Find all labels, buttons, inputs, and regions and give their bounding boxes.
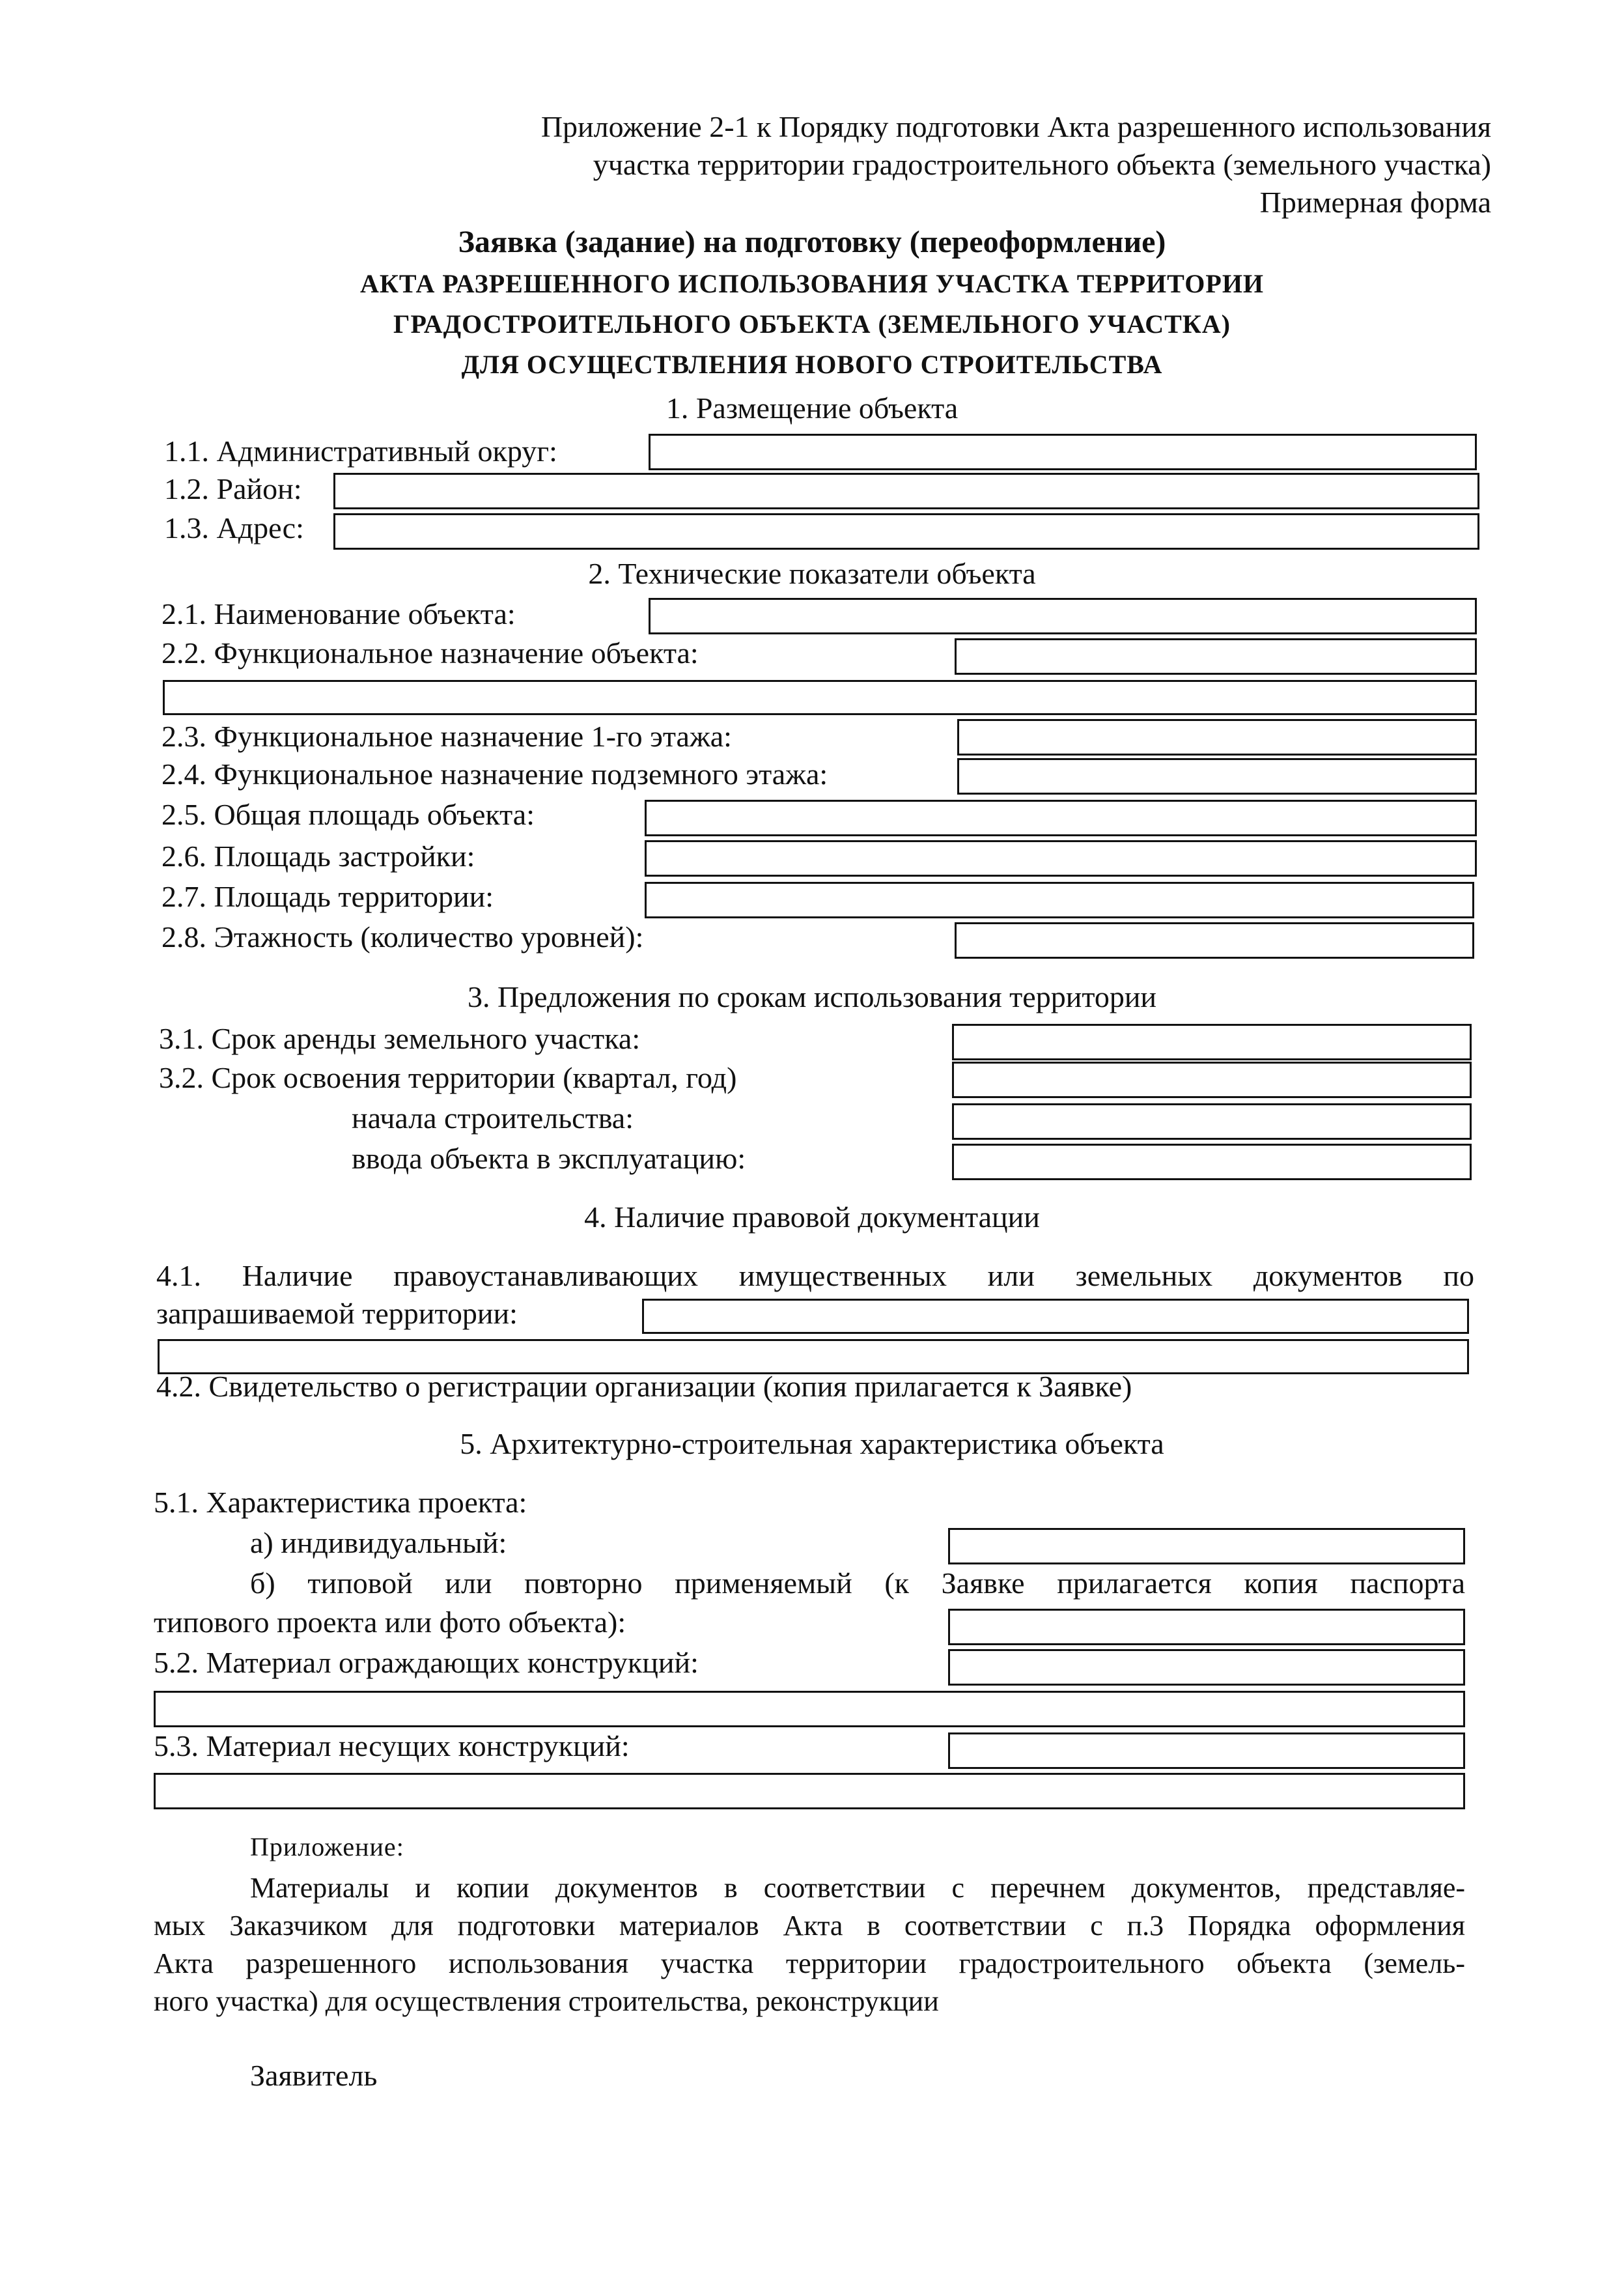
header-line-2: участка территории градостроительного объекта (земельного участка) <box>593 148 1491 181</box>
field-label-commissioning: ввода объекта в эксплуатацию: <box>352 1142 746 1175</box>
bearing-input-continued[interactable] <box>154 1773 1465 1809</box>
construction-start-input[interactable] <box>952 1103 1472 1140</box>
header-line-1: Приложение 2-1 к Порядку подготовки Акта разрешенного использования <box>540 110 1491 143</box>
address-input[interactable] <box>333 513 1479 550</box>
field-label-project: 5.1. Характеристика проекта: <box>154 1486 527 1519</box>
field-label-lease-term: 3.1. Срок аренды земельного участка: <box>159 1022 641 1055</box>
field-label-territory-area: 2.7. Площадь территории: <box>161 880 494 913</box>
object-name-input[interactable] <box>649 598 1477 634</box>
underground-input[interactable] <box>957 758 1477 795</box>
total-area-input[interactable] <box>645 800 1477 836</box>
field-label-total-area: 2.5. Общая площадь объекта: <box>161 798 535 831</box>
typical-input[interactable] <box>948 1609 1465 1645</box>
appendix-text-line-3: Акта разрешенного использования участка территории градостроительного объекта (земель- <box>154 1947 1465 1979</box>
bearing-input[interactable] <box>948 1732 1465 1769</box>
field-label-okrug: 1.1. Административный округ: <box>164 434 557 468</box>
individual-input[interactable] <box>948 1528 1465 1564</box>
appendix-heading: Приложение: <box>250 1832 404 1861</box>
field-label-district: 1.2. Район: <box>164 472 302 505</box>
field-label-registration: 4.2. Свидетельство о регистрации организации (копия прилагается к Заявке) <box>156 1370 1132 1403</box>
form-subtitle-3: ДЛЯ ОСУЩЕСТВЛЕНИЯ НОВОГО СТРОИТЕЛЬСТВА <box>461 350 1163 379</box>
enclosing-input[interactable] <box>948 1649 1465 1686</box>
appendix-text-line-2: мых Заказчиком для подготовки материалов Акта в соответствии с п.3 Порядка оформления <box>154 1910 1465 1942</box>
field-label-typical-cont: типового проекта или фото объекта): <box>154 1605 626 1639</box>
field-label-typical: б) типовой или повторно применяемый (к Заявке прилагается копия паспорта <box>250 1566 1465 1600</box>
first-floor-input[interactable] <box>957 719 1477 756</box>
field-label-bearing: 5.3. Материал несущих конструкций: <box>154 1729 630 1762</box>
form-subtitle-2: ГРАДОСТРОИТЕЛЬНОГО ОБЪЕКТА (ЗЕМЕЛЬНОГО УЧАСТКА) <box>393 309 1231 339</box>
section-1-heading: 1. Размещение объекта <box>665 391 959 425</box>
field-label-floors: 2.8. Этажность (количество уровней): <box>161 920 644 954</box>
field-label-documents: 4.1. Наличие правоустанавливающих имущественных или земельных документов по <box>156 1259 1474 1292</box>
field-label-address: 1.3. Адрес: <box>164 511 304 544</box>
section-3-heading: 3. Предложения по срокам использования территории <box>467 980 1157 1013</box>
district-input[interactable] <box>333 473 1479 509</box>
lease-term-input[interactable] <box>952 1024 1472 1060</box>
appendix-text-line-4: ного участка) для осуществления строительства, реконструкции <box>154 1985 939 2017</box>
section-5-heading: 5. Архитектурно-строительная характеристика объекта <box>460 1427 1164 1460</box>
field-label-documents-cont: запрашиваемой территории: <box>156 1297 518 1330</box>
field-label-construction-start: начала строительства: <box>352 1101 634 1135</box>
floors-input[interactable] <box>955 922 1474 959</box>
enclosing-input-continued[interactable] <box>154 1691 1465 1727</box>
territory-area-input[interactable] <box>645 882 1474 918</box>
field-label-first-floor: 2.3. Функциональное назначение 1-го этажа: <box>161 720 732 753</box>
section-4-heading: 4. Наличие правовой документации <box>584 1200 1040 1234</box>
section-2-heading: 2. Технические показатели объекта <box>588 557 1036 590</box>
field-label-building-area: 2.6. Площадь застройки: <box>161 840 475 873</box>
commissioning-input[interactable] <box>952 1144 1472 1180</box>
development-term-input[interactable] <box>952 1062 1472 1098</box>
form-subtitle-1: АКТА РАЗРЕШЕННОГО ИСПОЛЬЗОВАНИЯ УЧАСТКА ТЕРРИТОРИИ <box>359 269 1265 298</box>
documents-input[interactable] <box>642 1299 1469 1334</box>
field-label-underground: 2.4. Функциональное назначение подземного этажа: <box>161 757 828 791</box>
field-label-function: 2.2. Функциональное назначение объекта: <box>161 636 699 670</box>
building-area-input[interactable] <box>645 840 1477 877</box>
function-input[interactable] <box>955 638 1477 675</box>
header-line-3: Примерная форма <box>1259 186 1491 219</box>
okrug-input[interactable] <box>649 434 1477 470</box>
field-label-individual: а) индивидуальный: <box>250 1526 507 1559</box>
appendix-text-line-1: Материалы и копии документов в соответствии с перечнем документов, представляе- <box>250 1872 1465 1904</box>
function-input-continued[interactable] <box>163 680 1477 715</box>
field-label-object-name: 2.1. Наименование объекта: <box>161 597 516 630</box>
applicant-label: Заявитель <box>250 2059 378 2092</box>
form-title: Заявка (задание) на подготовку (переоформление) <box>458 225 1166 259</box>
field-label-development-term: 3.2. Срок освоения территории (квартал, год) <box>159 1061 737 1094</box>
field-label-enclosing: 5.2. Материал ограждающих конструкций: <box>154 1646 699 1679</box>
